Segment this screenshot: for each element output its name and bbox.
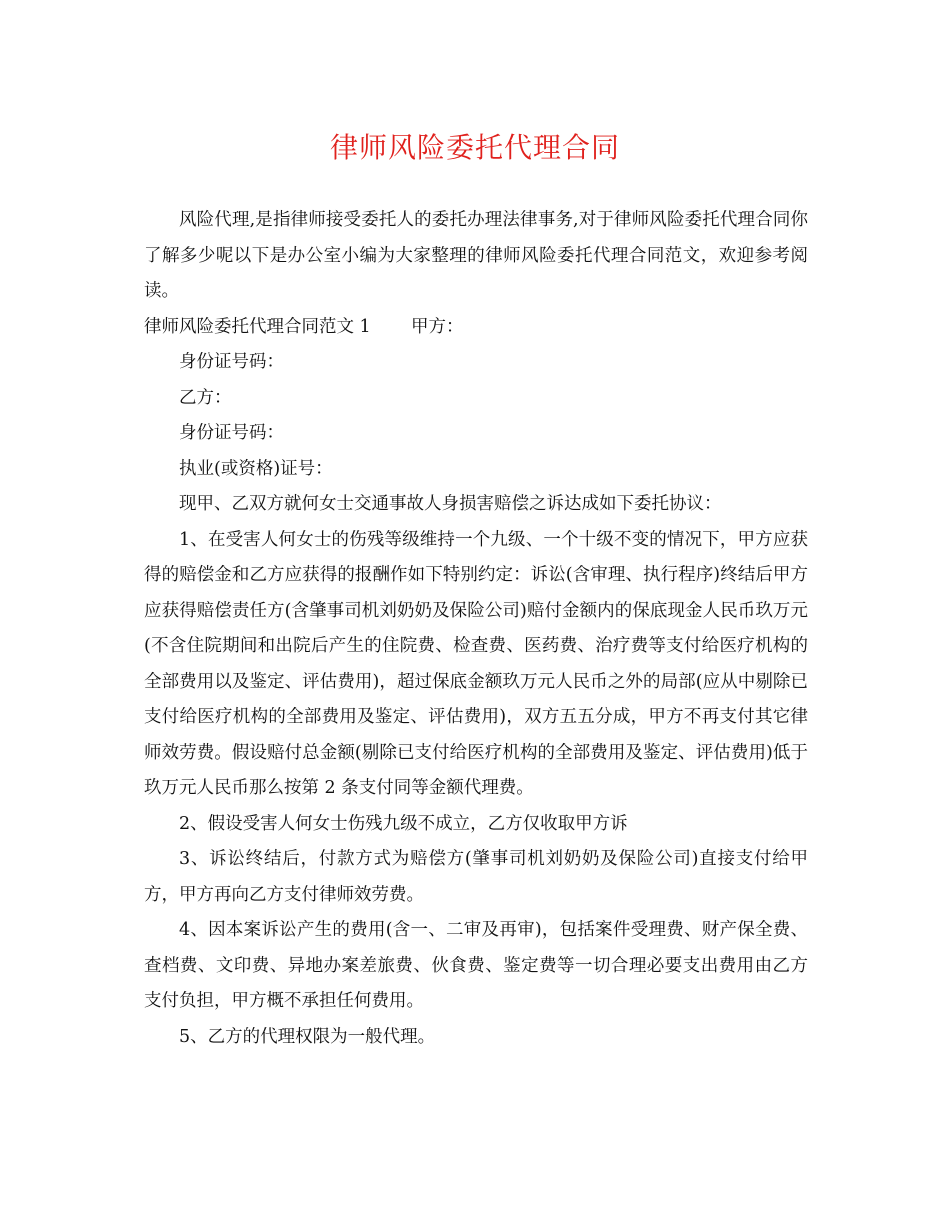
preamble-paragraph: 现甲、乙双方就何女士交通事故人身损害赔偿之诉达成如下委托协议： — [179, 494, 722, 514]
id-a-label: 身份证号码： — [179, 352, 284, 372]
clause-4: 4、因本案诉讼产生的费用(含一、二审及再审)，包括案件受理费、财产保全费、查档费、文印费、异地办案差旅费、伙食费、鉴定费等一切合理必要支出费用由乙方支付负担，甲方概不承担任何费用。 — [144, 920, 808, 1011]
sample-heading-line — [144, 310, 808, 346]
document-body — [144, 203, 808, 1055]
clause-3: 3、诉讼终结后，付款方式为赔偿方(肇事司机刘奶奶及保险公司)直接支付给甲方，甲方再向乙方支付律师效劳费。 — [144, 849, 808, 905]
party-a-label: 甲方： — [410, 316, 464, 337]
intro-paragraph: 风险代理,是指律师接受委托人的委托办理法律事务,对于律师风险委托代理合同你了解多少呢以下是办公室小编为大家整理的律师风险委托代理合同范文，欢迎参考阅读。 — [144, 210, 808, 301]
sample-heading: 律师风险委托代理合同范文 1 — [144, 316, 371, 337]
page-title: 律师风险委托代理合同 — [329, 131, 620, 164]
clause-5: 5、乙方的代理权限为一般代理。 — [179, 1026, 436, 1047]
license-label: 执业(或资格)证号： — [179, 458, 333, 479]
clause-1: 1、在受害人何女士的伤残等级维持一个九级、一个十级不变的情况下，甲方应获得的赔偿金和乙方应获得的报酬作如下特别约定：诉讼(含审理、执行程序)终结后甲方应获得赔偿责任方(含肇事司机刘奶奶及保险公司)赔付金额内的保底现金人民币玖万元(不含住院期间和出院后产生的住院费、检查费、医药费、治疗费等支付给医疗机构的全部费用以及鉴定、评估费用)，超过保底金额玖万元人民币之外的局部(应从中剔除已支付给医疗机构的全部费用及鉴定、评估费用)，双方五五分成，甲方不再支付其它律师效劳费。假设赔付总金额(剔除已支付给医疗机构的全部费用及鉴定、评估费用)低于玖万元人民币那么按第 2 条支付同等金额代理费。 — [144, 529, 808, 798]
party-b-label: 乙方： — [179, 387, 232, 408]
clause-2: 2、假设受害人何女士伤残九级不成立，乙方仅收取甲方诉 — [179, 813, 628, 834]
id-b-label: 身份证号码： — [179, 423, 284, 443]
